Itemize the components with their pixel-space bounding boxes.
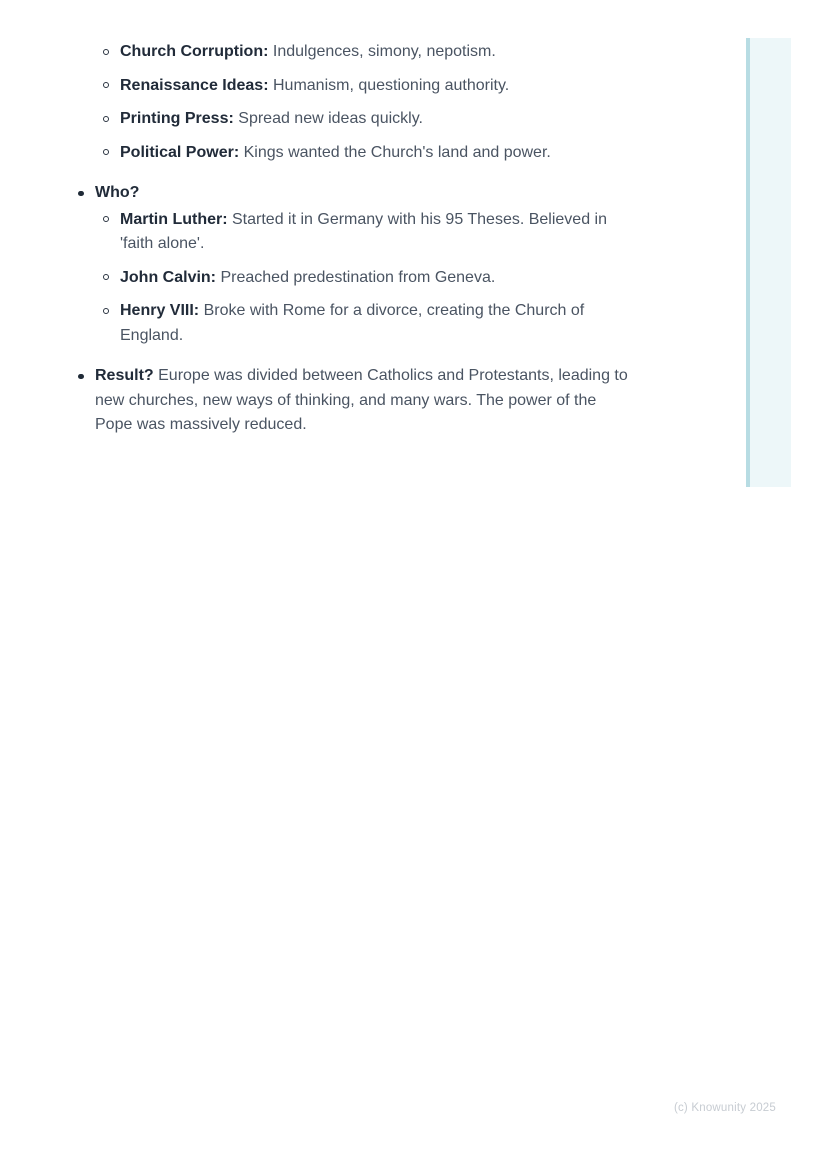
disc-bullet-icon (78, 191, 84, 197)
item-text: Spread new ideas quickly. (238, 110, 423, 127)
who-sublist (120, 208, 630, 349)
circle-bullet-icon (103, 149, 109, 155)
circle-bullet-icon (103, 216, 109, 222)
item-label: Result? (95, 367, 154, 384)
item-label: John Calvin: (120, 268, 217, 286)
item-label: Printing Press: (120, 110, 234, 127)
item-text: Preached predestination from Geneva. (220, 268, 496, 286)
item-text: Humanism, questioning authority. (272, 76, 510, 94)
section-label: Who? (95, 184, 140, 201)
item-label: Renaissance Ideas: (120, 76, 269, 94)
item-text: Broke with Rome for a divorce, creating the Church of England. (120, 302, 585, 344)
item-text: Europe was divided between Catholics and Protestants, leading to new churches, new ways of thinking, and many wars. The power of the Pope was massively reduced. (95, 367, 628, 433)
circle-bullet-icon (103, 49, 109, 55)
list-item (120, 299, 630, 348)
copyright-footer: (c) Knowunity 2025 (673, 1102, 776, 1114)
item-text: Kings wanted the Church's land and power. (243, 143, 551, 161)
item-label: Henry VIII: (120, 302, 200, 319)
list-item (120, 40, 632, 65)
item-text: Started it in Germany with his 95 Theses. Believed in 'faith alone'. (120, 210, 607, 252)
list-item (120, 107, 632, 132)
causes-sublist (120, 40, 632, 165)
circle-bullet-icon (103, 274, 109, 280)
item-label: Political Power: (120, 143, 240, 161)
item-label: Martin Luther: (120, 210, 228, 228)
side-highlight-panel (746, 38, 791, 487)
item-text: Indulgences, simony, nepotism. (272, 43, 496, 60)
circle-bullet-icon (103, 308, 109, 314)
list-item (120, 266, 630, 291)
list-item-result (95, 364, 630, 438)
circle-bullet-icon (103, 116, 109, 122)
list-item (120, 208, 630, 257)
circle-bullet-icon (103, 82, 109, 88)
disc-bullet-icon (78, 374, 84, 380)
notes-content (0, 40, 632, 447)
item-label: Church Corruption: (120, 43, 269, 60)
main-list (95, 181, 630, 438)
list-item (120, 74, 632, 99)
list-item-who (95, 181, 630, 348)
list-item (120, 141, 632, 166)
